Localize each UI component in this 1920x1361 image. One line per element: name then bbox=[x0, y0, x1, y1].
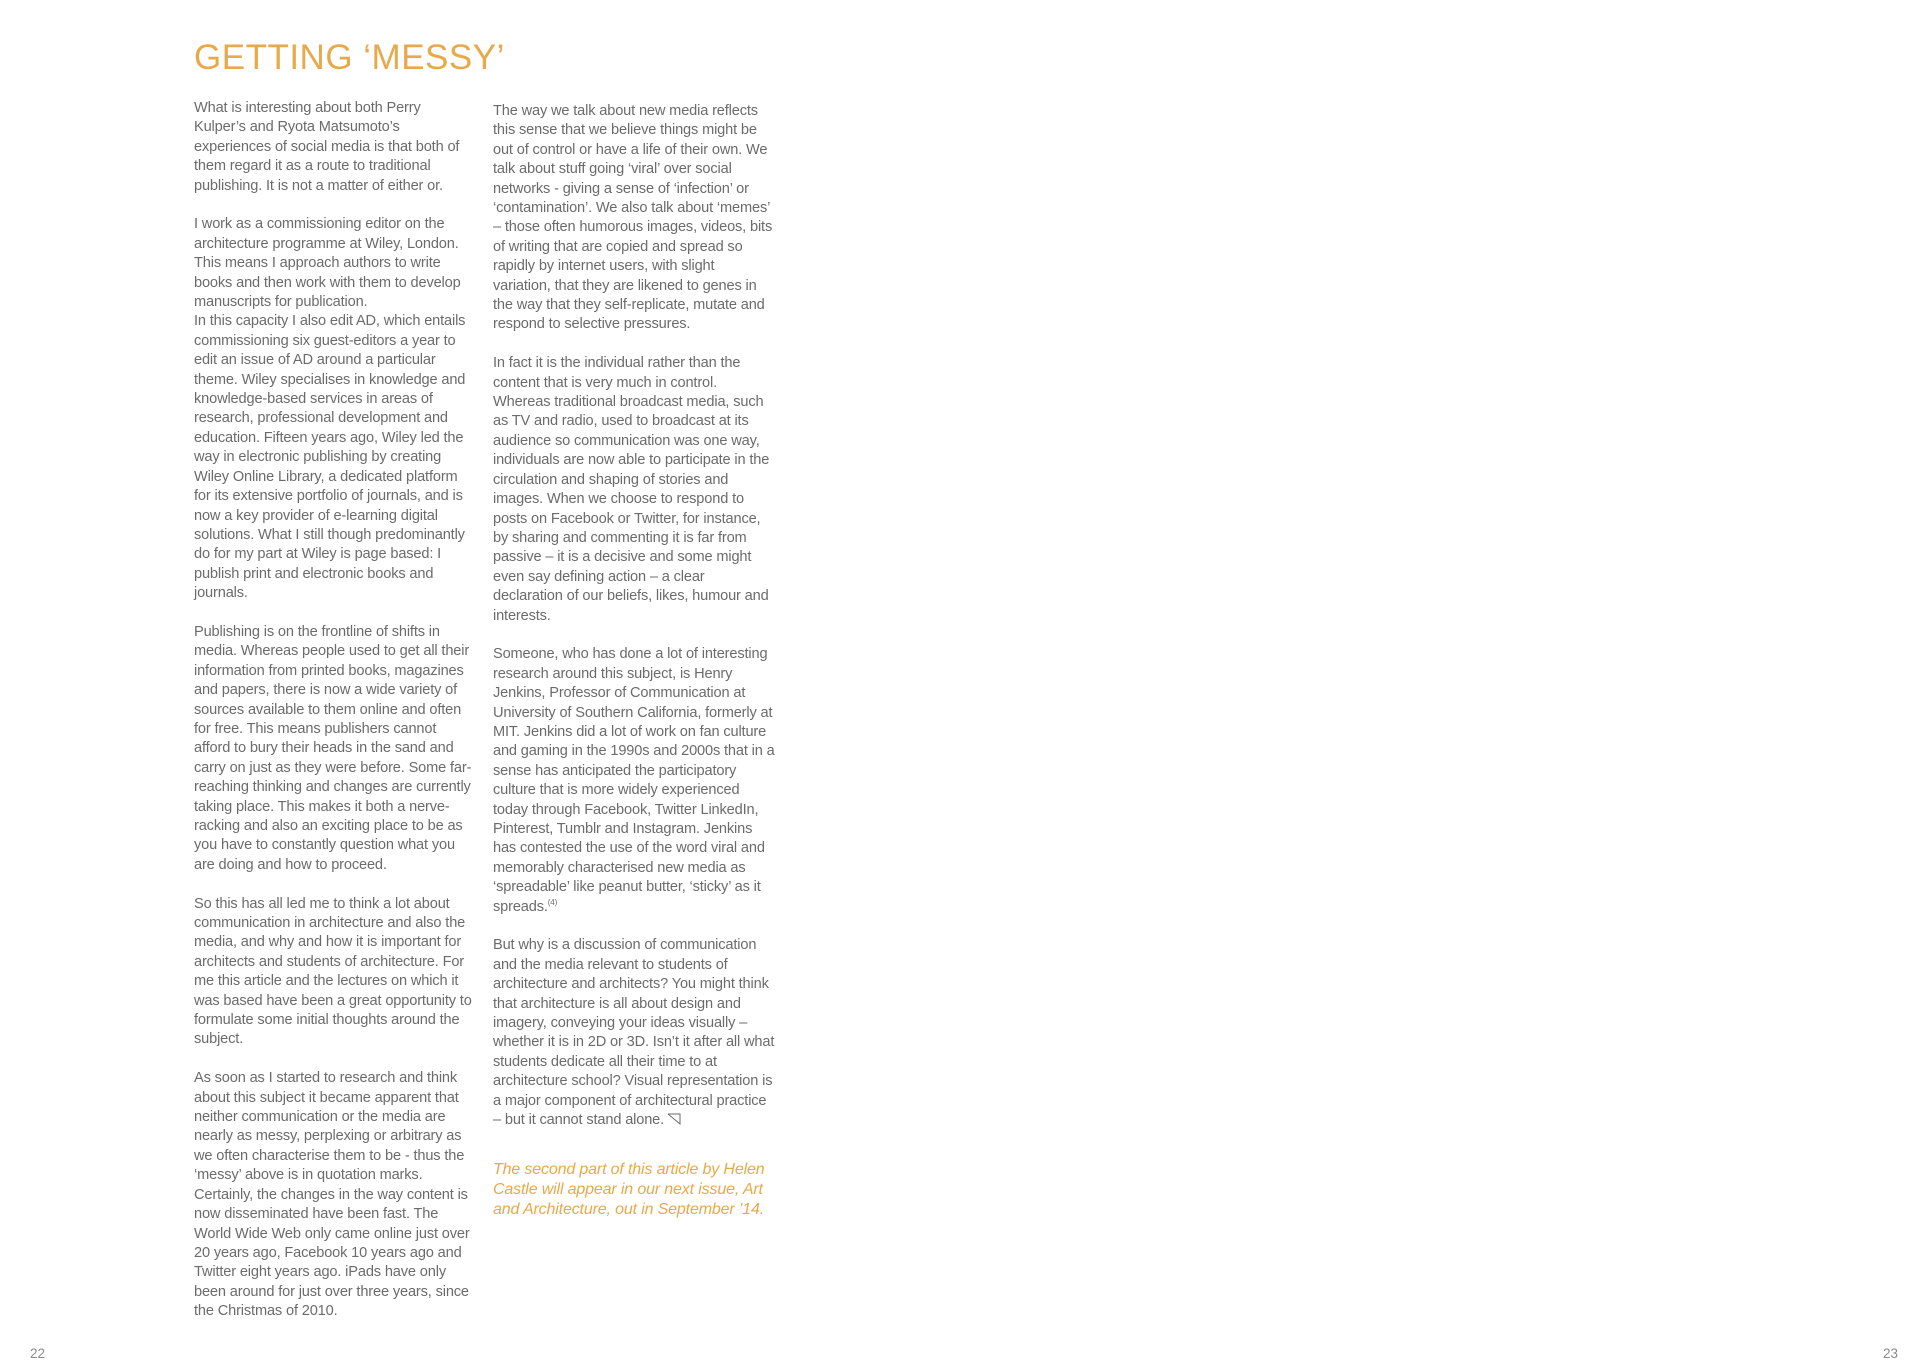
article-title: GETTING ‘MESSY’ bbox=[194, 38, 505, 77]
end-mark-icon bbox=[667, 1113, 681, 1125]
paragraph-publishing-frontline: Publishing is on the frontline of shifts in media. Whereas people used to get all their information from printed books, magazines and papers, there is now a wide variety of sources available to them online and often for free. This means publishers cannot afford to bury their heads in the sand and carry on just as they were before. Some far-reaching thinking and changes are currently taking place. This makes it both a nerve-racking and also an exciting place to be as you have to constantly question what you are doing and how to proceed. bbox=[194, 623, 472, 873]
paragraph-edit-ad: In this capacity I also edit AD, which entails commissioning six guest-editors a year to edit an issue of AD around a particular theme. Wiley specialises in knowledge and knowledge-based services in areas of research, professional development and education. Fifteen years ago, Wiley led the way in electronic publishing by creating Wiley Online Library, a dedicated platform for its extensive portfolio of journals, and is now a key provider of e-learning digital solutions. What I still though predominantly do for my part at Wiley is page based: I publish print and electronic books and journals. bbox=[194, 313, 466, 602]
paragraph-why-communication bbox=[493, 936, 775, 1130]
why-communication-text: But why is a discussion of communication and the media relevant to students of architecture and architects? You might think that architecture is all about design and imagery, conveying your ideas visually – whether it is in 2D or 3D. Isn’t it after all what students dedicate all their time to at architecture school? Visual representation is a major component of architectural practice – but it cannot stand alone. bbox=[493, 937, 775, 1129]
paragraph-individual-control: In fact it is the individual rather than the content that is very much in control. Whereas traditional broadcast media, such as TV and radio, used to broadcast at its audience so communication was one way, individuals are now able to participate in the circulation and shaping of stories and images. When we choose to respond to posts on Facebook or Twitter, for instance, by sharing and commenting it is far from passive – it is a decisive and some might even say defining action – a clear declaration of our beliefs, likes, humour and interests. bbox=[493, 355, 770, 624]
henry-jenkins-text: Someone, who has done a lot of interesting research around this subject, is Henry Jenkins, Professor of Communication at University of Southern California, formerly at MIT. Jenkins did a lot of work on fan culture and gaming in the 1990s and 2000s that in a sense has anticipated the participatory culture that is more widely experienced today through Facebook, Twitter LinkedIn, Pinterest, Tumblr and Instagram. Jenkins has contested the use of the word viral and memorably characterised new media as ‘spreadable’ like peanut butter, ‘sticky’ as it spreads. bbox=[493, 646, 775, 915]
paragraph-henry-jenkins bbox=[493, 645, 775, 917]
left-column bbox=[194, 99, 476, 1341]
page-number-left: 22 bbox=[30, 1346, 46, 1361]
paragraph-communication-architecture: So this has all led me to think a lot about communication in architecture and also the media, and why and how it is important for architects and students of architecture. For me this article and the lectures on which it was based have been a great opportunity to formulate some initial thoughts around the subject. bbox=[194, 895, 472, 1048]
page-number-right: 23 bbox=[1882, 1346, 1898, 1361]
paragraph-research-subject: As soon as I started to research and think about this subject it became apparent that neither communication or the media are nearly as messy, perplexing or arbitrary as we often characterise them to be - thus the ‘messy’ above is in quotation marks. Certainly, the changes in the way content is now disseminated have been fast. The World Wide Web only came online just over 20 years ago, Facebook 10 years ago and Twitter eight years ago. iPads have only been around for just over three years, since the Christmas of 2010. bbox=[194, 1070, 470, 1320]
right-column bbox=[493, 102, 775, 1239]
paragraph-new-media-talk: The way we talk about new media reflects this sense that we believe things might be out of control or have a life of their own. We talk about stuff going ‘viral’ over social networks - giving a sense of ‘infection’ or ‘contamination’. We also talk about ‘memes’ – those often humorous images, videos, bits of writing that are copied and spread so rapidly by internet users, with slight variation, that they are likened to genes in the way that they self-replicate, mutate and respond to selective pressures. bbox=[493, 103, 773, 333]
paragraph-perry-kulper: What is interesting about both Perry Kulper’s and Ryota Matsumoto’s experiences of social media is that both of them regard it as a route to traditional publishing. It is not a matter of either or. bbox=[194, 100, 460, 194]
paragraph-commissioning-editor: I work as a commissioning editor on the architecture programme at Wiley, London. This means I approach authors to write books and then work with them to develop manuscripts for publication. bbox=[194, 216, 461, 311]
footnote-reference: (4) bbox=[547, 897, 558, 907]
closing-note: The second part of this article by Helen Castle will appear in our next issue, Art and Architecture, out in September ’14. bbox=[493, 1160, 765, 1218]
